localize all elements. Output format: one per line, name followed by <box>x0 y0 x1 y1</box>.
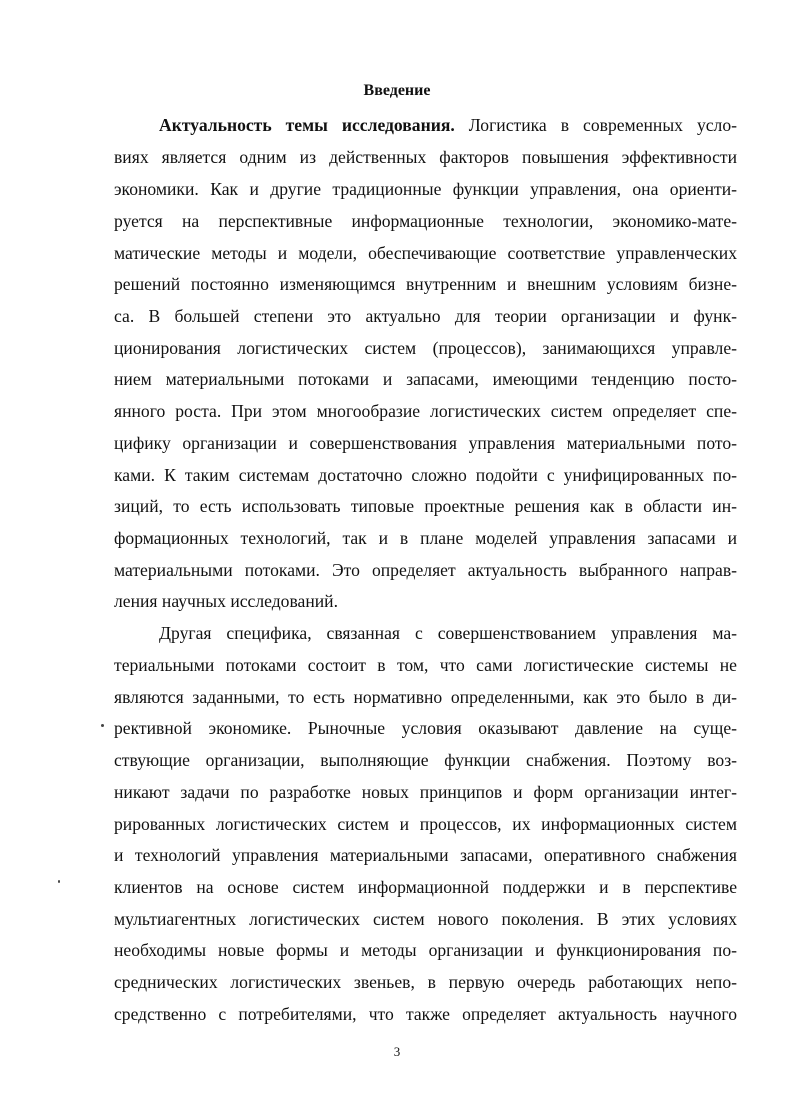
lead-phrase: Актуальность темы исследования. <box>159 115 455 135</box>
paragraph-line: ления научных исследований. <box>114 591 338 611</box>
paragraph-line <box>159 114 737 136</box>
line-text: Логистика в современных усло- <box>454 115 737 135</box>
paragraph-line: никают задачи по разработке новых принципов и форм организации интег- <box>114 782 737 802</box>
paragraph-line: териальными потоками состоит в том, что сами логистические системы не <box>114 655 737 675</box>
page-number: 3 <box>393 1044 401 1059</box>
paragraph-line: виях является одним из действенных факторов повышения эффективности <box>114 147 737 167</box>
paragraph-line: ками. К таким системам достаточно сложно подойти с унифицированных по- <box>114 465 737 485</box>
paragraph-line: руется на перспективные информационные технологии, экономико-мате- <box>114 211 737 231</box>
paragraph-line: зиций, то есть использовать типовые проектные решения как в области ин- <box>114 496 737 516</box>
paragraph-line: цифику организации и совершенствования управления материальными пото- <box>114 433 737 453</box>
paragraph-line: средственно с потребителями, что также определяет актуальность научного <box>114 1004 737 1024</box>
paragraph-line: среднических логистических звеньев, в первую очередь работающих непо- <box>114 972 737 992</box>
paragraph-line: экономики. Как и другие традиционные функции управления, она ориенти- <box>114 179 737 199</box>
paragraph-line: рированных логистических систем и процессов, их информационных систем <box>114 814 737 834</box>
paragraph-line: ствующие организации, выполняющие функции снабжения. Поэтому воз- <box>114 750 737 770</box>
paragraph-line: рективной экономике. Рыночные условия оказывают давление на суще- <box>114 718 737 738</box>
scan-speck <box>58 880 60 883</box>
paragraph-line: матические методы и модели, обеспечивающие соответствие управленческих <box>114 243 737 263</box>
scan-speck <box>101 724 104 727</box>
paragraph-line: ционирования логистических систем (процессов), занимающихся управле- <box>114 338 737 358</box>
paragraph-line: являются заданными, то есть нормативно определенными, как это было в ди- <box>114 687 737 707</box>
paragraph-line: Другая специфика, связанная с совершенствованием управления ма- <box>159 623 737 643</box>
paragraph-line: янного роста. При этом многообразие логистических систем определяет спе- <box>114 401 737 421</box>
paragraph-line: формационных технологий, так и в плане моделей управления запасами и <box>114 528 737 548</box>
paragraph-line: мультиагентных логистических систем нового поколения. В этих условиях <box>114 909 737 929</box>
paragraph-line: са. В большей степени это актуально для теории организации и функ- <box>114 306 737 326</box>
paragraph-line: решений постоянно изменяющимся внутренним и внешним условиям бизне- <box>114 274 737 294</box>
section-heading: Введение <box>363 82 431 99</box>
paragraph-line: клиентов на основе систем информационной поддержки и в перспективе <box>114 877 737 897</box>
paragraph-line: нием материальными потоками и запасами, имеющими тенденцию посто- <box>114 369 737 389</box>
paragraph-line: необходимы новые формы и методы организации и функционирования по- <box>114 940 737 960</box>
paragraph-line: материальными потоками. Это определяет актуальность выбранного направ- <box>114 560 737 580</box>
paragraph-line: и технологий управления материальными запасами, оперативного снабжения <box>114 845 737 865</box>
